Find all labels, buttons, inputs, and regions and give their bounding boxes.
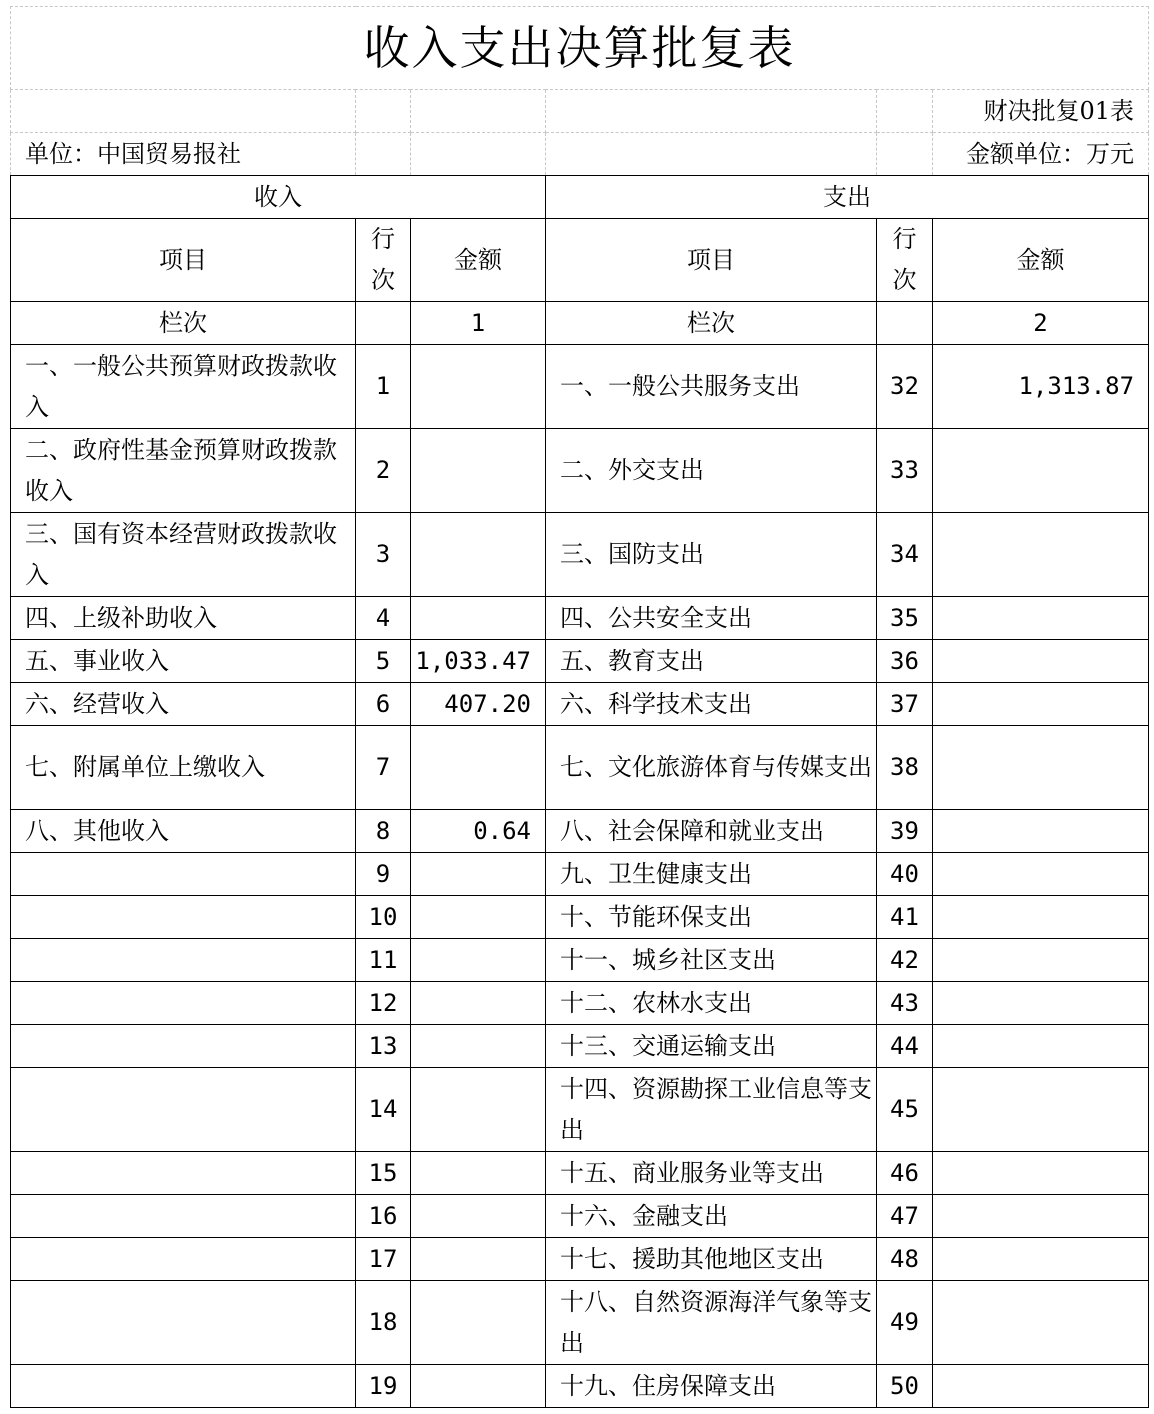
expense-item: 十二、农林水支出 bbox=[546, 982, 877, 1025]
expense-item: 四、公共安全支出 bbox=[546, 597, 877, 640]
expense-amount-header: 金额 bbox=[933, 219, 1149, 302]
income-line: 3 bbox=[356, 513, 411, 597]
table-row bbox=[11, 982, 1149, 1025]
table-row bbox=[11, 1238, 1149, 1281]
expense-amount bbox=[933, 1025, 1149, 1068]
income-amount bbox=[411, 982, 546, 1025]
table-row bbox=[11, 810, 1149, 853]
expense-line: 36 bbox=[877, 640, 933, 683]
income-item bbox=[11, 939, 356, 982]
income-amount bbox=[411, 939, 546, 982]
table-row bbox=[11, 939, 1149, 982]
table-row bbox=[11, 1152, 1149, 1195]
form-code: 财决批复01表 bbox=[933, 90, 1149, 133]
income-amount bbox=[411, 726, 546, 810]
table-row bbox=[11, 1025, 1149, 1068]
income-item: 三、国有资本经营财政拨款收入 bbox=[11, 513, 356, 597]
income-amount: 407.20 bbox=[411, 683, 546, 726]
income-line: 18 bbox=[356, 1281, 411, 1365]
expense-line: 48 bbox=[877, 1238, 933, 1281]
expense-amount bbox=[933, 1068, 1149, 1152]
table-row bbox=[11, 640, 1149, 683]
income-line: 7 bbox=[356, 726, 411, 810]
expense-amount bbox=[933, 640, 1149, 683]
income-item bbox=[11, 853, 356, 896]
expense-line: 38 bbox=[877, 726, 933, 810]
expense-item: 十六、金融支出 bbox=[546, 1195, 877, 1238]
expense-item: 三、国防支出 bbox=[546, 513, 877, 597]
expense-item: 十七、援助其他地区支出 bbox=[546, 1238, 877, 1281]
expense-line: 50 bbox=[877, 1365, 933, 1408]
income-amount bbox=[411, 1152, 546, 1195]
income-item: 七、附属单位上缴收入 bbox=[11, 726, 356, 810]
income-amount bbox=[411, 853, 546, 896]
expense-line: 35 bbox=[877, 597, 933, 640]
table-row bbox=[11, 1068, 1149, 1152]
income-index-label: 栏次 bbox=[11, 302, 356, 345]
expense-amount bbox=[933, 683, 1149, 726]
table-row bbox=[11, 683, 1149, 726]
income-amount bbox=[411, 429, 546, 513]
expense-item: 六、科学技术支出 bbox=[546, 683, 877, 726]
income-item: 八、其他收入 bbox=[11, 810, 356, 853]
income-line: 17 bbox=[356, 1238, 411, 1281]
income-amount bbox=[411, 1281, 546, 1365]
income-line: 9 bbox=[356, 853, 411, 896]
expense-item: 九、卫生健康支出 bbox=[546, 853, 877, 896]
income-item: 六、经营收入 bbox=[11, 683, 356, 726]
expense-item: 一、一般公共服务支出 bbox=[546, 345, 877, 429]
expense-line: 32 bbox=[877, 345, 933, 429]
income-amount bbox=[411, 1365, 546, 1408]
expense-item: 五、教育支出 bbox=[546, 640, 877, 683]
income-line: 11 bbox=[356, 939, 411, 982]
expense-line: 33 bbox=[877, 429, 933, 513]
expense-item: 十三、交通运输支出 bbox=[546, 1025, 877, 1068]
expense-amount bbox=[933, 1152, 1149, 1195]
income-item bbox=[11, 1238, 356, 1281]
table-row bbox=[11, 1281, 1149, 1365]
expense-amount bbox=[933, 853, 1149, 896]
expense-line: 42 bbox=[877, 939, 933, 982]
income-row-header: 行 次 bbox=[356, 219, 411, 302]
expense-line: 46 bbox=[877, 1152, 933, 1195]
income-item bbox=[11, 982, 356, 1025]
expense-line: 34 bbox=[877, 513, 933, 597]
expense-item: 十四、资源勘探工业信息等支出 bbox=[546, 1068, 877, 1152]
income-index-value: 1 bbox=[411, 302, 546, 345]
expense-line: 49 bbox=[877, 1281, 933, 1365]
income-amount bbox=[411, 1238, 546, 1281]
income-item: 四、上级补助收入 bbox=[11, 597, 356, 640]
approval-table bbox=[10, 6, 1149, 1408]
expense-line: 39 bbox=[877, 810, 933, 853]
expense-item: 八、社会保障和就业支出 bbox=[546, 810, 877, 853]
income-line: 19 bbox=[356, 1365, 411, 1408]
table-row bbox=[11, 429, 1149, 513]
expense-item-header: 项目 bbox=[546, 219, 877, 302]
expense-index-label: 栏次 bbox=[546, 302, 877, 345]
expense-amount bbox=[933, 726, 1149, 810]
income-amount bbox=[411, 1195, 546, 1238]
table-row bbox=[11, 1195, 1149, 1238]
expense-item: 十五、商业服务业等支出 bbox=[546, 1152, 877, 1195]
expense-index-value: 2 bbox=[933, 302, 1149, 345]
income-line: 14 bbox=[356, 1068, 411, 1152]
expense-header: 支出 bbox=[546, 176, 1149, 219]
expense-item: 七、文化旅游体育与传媒支出 bbox=[546, 726, 877, 810]
expense-line: 43 bbox=[877, 982, 933, 1025]
income-item bbox=[11, 1068, 356, 1152]
unit-label: 单位：中国贸易报社 bbox=[11, 133, 356, 176]
income-amount bbox=[411, 1068, 546, 1152]
expense-amount bbox=[933, 982, 1149, 1025]
table-row bbox=[11, 726, 1149, 810]
income-item bbox=[11, 896, 356, 939]
expense-item: 十八、自然资源海洋气象等支出 bbox=[546, 1281, 877, 1365]
income-line: 15 bbox=[356, 1152, 411, 1195]
table-row bbox=[11, 345, 1149, 429]
income-item bbox=[11, 1281, 356, 1365]
expense-amount bbox=[933, 429, 1149, 513]
income-line: 1 bbox=[356, 345, 411, 429]
expense-amount bbox=[933, 939, 1149, 982]
income-line: 10 bbox=[356, 896, 411, 939]
expense-line: 44 bbox=[877, 1025, 933, 1068]
expense-line: 45 bbox=[877, 1068, 933, 1152]
amount-unit: 金额单位：万元 bbox=[933, 133, 1149, 176]
expense-item: 十、节能环保支出 bbox=[546, 896, 877, 939]
expense-amount bbox=[933, 597, 1149, 640]
table-row bbox=[11, 1365, 1149, 1408]
expense-amount bbox=[933, 1195, 1149, 1238]
income-item bbox=[11, 1365, 356, 1408]
income-line: 13 bbox=[356, 1025, 411, 1068]
income-item: 一、一般公共预算财政拨款收入 bbox=[11, 345, 356, 429]
income-amount bbox=[411, 513, 546, 597]
income-line: 16 bbox=[356, 1195, 411, 1238]
expense-amount bbox=[933, 513, 1149, 597]
expense-item: 十九、住房保障支出 bbox=[546, 1365, 877, 1408]
income-line: 2 bbox=[356, 429, 411, 513]
income-item: 五、事业收入 bbox=[11, 640, 356, 683]
expense-amount bbox=[933, 1281, 1149, 1365]
income-line: 4 bbox=[356, 597, 411, 640]
expense-item: 十一、城乡社区支出 bbox=[546, 939, 877, 982]
income-line: 12 bbox=[356, 982, 411, 1025]
income-line: 8 bbox=[356, 810, 411, 853]
income-amount bbox=[411, 1025, 546, 1068]
expense-amount bbox=[933, 1238, 1149, 1281]
expense-item: 二、外交支出 bbox=[546, 429, 877, 513]
expense-amount bbox=[933, 896, 1149, 939]
table-row bbox=[11, 513, 1149, 597]
page-title: 收入支出决算批复表 bbox=[11, 7, 1149, 90]
expense-amount bbox=[933, 1365, 1149, 1408]
income-line: 5 bbox=[356, 640, 411, 683]
income-amount-header: 金额 bbox=[411, 219, 546, 302]
expense-line: 47 bbox=[877, 1195, 933, 1238]
expense-line: 41 bbox=[877, 896, 933, 939]
expense-row-header: 行 次 bbox=[877, 219, 933, 302]
income-item bbox=[11, 1195, 356, 1238]
expense-line: 37 bbox=[877, 683, 933, 726]
income-line: 6 bbox=[356, 683, 411, 726]
income-item: 二、政府性基金预算财政拨款收入 bbox=[11, 429, 356, 513]
income-amount: 1,033.47 bbox=[411, 640, 546, 683]
table-row bbox=[11, 853, 1149, 896]
table-row bbox=[11, 597, 1149, 640]
expense-line: 40 bbox=[877, 853, 933, 896]
income-item bbox=[11, 1152, 356, 1195]
income-amount bbox=[411, 345, 546, 429]
income-amount bbox=[411, 597, 546, 640]
income-amount bbox=[411, 896, 546, 939]
table-row bbox=[11, 896, 1149, 939]
income-item bbox=[11, 1025, 356, 1068]
expense-amount bbox=[933, 810, 1149, 853]
expense-amount: 1,313.87 bbox=[933, 345, 1149, 429]
income-header: 收入 bbox=[11, 176, 546, 219]
income-amount: 0.64 bbox=[411, 810, 546, 853]
income-item-header: 项目 bbox=[11, 219, 356, 302]
